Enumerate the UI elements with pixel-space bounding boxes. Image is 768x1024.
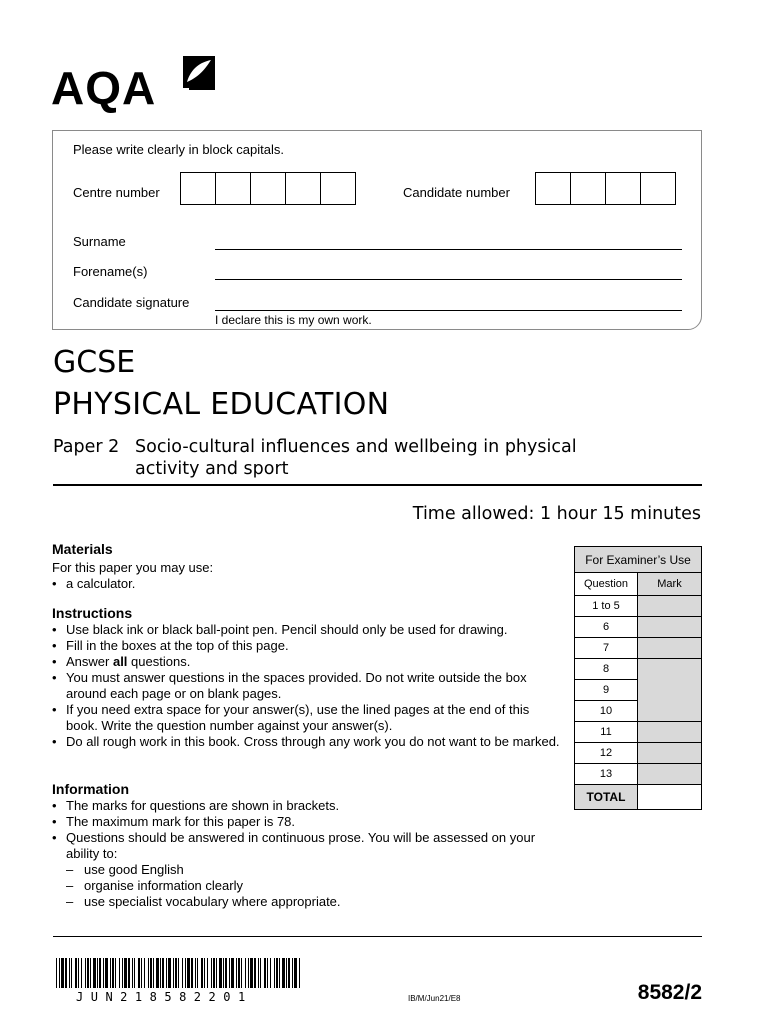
barcode-bar — [270, 958, 271, 988]
barcode-bar — [81, 958, 82, 988]
barcode-bar — [144, 958, 145, 988]
barcode-bar — [231, 958, 234, 988]
barcode-bar — [166, 958, 167, 988]
question-cell: 6 — [575, 617, 638, 638]
barcode-bar — [195, 958, 196, 988]
barcode-bar — [197, 958, 198, 988]
barcode-image — [56, 958, 300, 988]
answer-text-bold: all — [112, 654, 128, 669]
barcode-bar — [201, 958, 203, 988]
mark-cell — [638, 659, 702, 722]
footer-divider — [53, 936, 702, 937]
barcode-bar — [93, 958, 96, 988]
mark-cell — [638, 638, 702, 659]
qualification-title: GCSE — [53, 345, 136, 380]
barcode-bar — [141, 958, 142, 988]
barcode-bar — [185, 958, 186, 988]
instructions-heading: Instructions — [52, 605, 133, 621]
list-item: • You must answer questions in the spaces provided. Do not write outside the box around each page or on blank pages. — [52, 670, 562, 702]
examiner-use-table — [574, 546, 702, 810]
subject-title: PHYSICAL EDUCATION — [53, 387, 390, 422]
barcode-bar — [250, 958, 253, 988]
block-capitals-instruction: Please write clearly in block capitals. — [73, 142, 284, 157]
list-item: • Do all rough work in this book. Cross through any work you do not want to be marked. — [52, 734, 562, 750]
list-item: • Fill in the boxes at the top of this page. — [52, 638, 562, 654]
barcode-bar — [292, 958, 293, 988]
barcode-bar — [182, 958, 183, 988]
question-cell: 10 — [575, 701, 638, 722]
candidate-number-field[interactable] — [535, 172, 676, 205]
paper-code: 8582/2 — [637, 981, 702, 1004]
list-item: – use specialist vocabulary where appropriate. — [66, 894, 562, 910]
barcode-bar — [254, 958, 256, 988]
barcode-bar — [124, 958, 127, 988]
candidate-number-label: Candidate number — [403, 185, 510, 200]
barcode-bar — [173, 958, 174, 988]
barcode-bar — [264, 958, 266, 988]
barcode-bar — [162, 958, 164, 988]
list-item: – use good English — [66, 862, 562, 878]
mark-cell — [638, 596, 702, 617]
barcode-bar — [267, 958, 268, 988]
barcode-bar — [216, 958, 217, 988]
information-section — [52, 781, 562, 910]
paper-label: Paper 2 — [53, 437, 120, 457]
barcode-bar — [65, 958, 67, 988]
barcode-bar — [61, 958, 64, 988]
instructions-section — [52, 605, 562, 750]
materials-intro: For this paper you may use: — [52, 560, 214, 575]
question-cell: 7 — [575, 638, 638, 659]
assessment-criteria-list — [66, 862, 562, 910]
logo-text: AQA — [51, 62, 157, 114]
total-label: TOTAL — [575, 785, 638, 810]
candidate-number-digit[interactable] — [570, 172, 606, 205]
barcode-bar — [99, 958, 101, 988]
mark-cell — [638, 743, 702, 764]
barcode-bar — [248, 958, 249, 988]
candidate-number-digit[interactable] — [605, 172, 641, 205]
centre-number-digit[interactable] — [180, 172, 216, 205]
barcode-bar — [110, 958, 111, 988]
barcode-bar — [276, 958, 278, 988]
barcode-bar — [213, 958, 215, 988]
barcode-bar — [204, 958, 205, 988]
barcode-bar — [85, 958, 86, 988]
barcode-bar — [153, 958, 154, 988]
surname-label: Surname — [73, 234, 126, 249]
examiner-table-title: For Examiner’s Use — [575, 547, 702, 573]
barcode-bar — [229, 958, 230, 988]
question-column-header: Question — [575, 573, 638, 596]
barcode-bar — [112, 958, 114, 988]
barcode-bar — [219, 958, 222, 988]
barcode-bar — [115, 958, 116, 988]
candidate-number-digit[interactable] — [640, 172, 676, 205]
barcode-bar — [187, 958, 190, 988]
question-cell: 1 to 5 — [575, 596, 638, 617]
list-item: • The maximum mark for this paper is 78. — [52, 814, 562, 830]
answer-text-post: questions. — [127, 654, 191, 669]
list-item: • a calculator. — [52, 576, 552, 592]
barcode-bar — [178, 958, 179, 988]
barcode-bar — [160, 958, 161, 988]
centre-number-digit[interactable] — [320, 172, 356, 205]
barcode-bar — [245, 958, 246, 988]
barcode-bar — [279, 958, 280, 988]
time-allowed: Time allowed: 1 hour 15 minutes — [412, 504, 701, 524]
barcode-bar — [105, 958, 108, 988]
paper-title: Socio-cultural influences and wellbeing in physical activity and sport — [135, 437, 577, 479]
centre-number-digit[interactable] — [250, 172, 286, 205]
barcode-bar — [225, 958, 227, 988]
barcode-bar — [156, 958, 159, 988]
barcode-bar — [122, 958, 123, 988]
barcode-bar — [294, 958, 297, 988]
barcode-bar — [119, 958, 120, 988]
barcode-bar — [97, 958, 98, 988]
candidate-number-digit[interactable] — [535, 172, 571, 205]
barcode-bar — [69, 958, 70, 988]
list-item — [52, 654, 562, 670]
list-item: • Use black ink or black ball-point pen. Pencil should only be used for drawing. — [52, 622, 562, 638]
question-cell: 8 — [575, 659, 638, 680]
materials-section — [52, 541, 552, 592]
centre-number-label: Centre number — [73, 185, 160, 200]
list-item: – organise information clearly — [66, 878, 562, 894]
materials-heading: Materials — [52, 541, 113, 557]
signature-label: Candidate signature — [73, 295, 190, 310]
barcode-bar — [207, 958, 208, 988]
surname-field[interactable] — [215, 249, 682, 250]
barcode-bar — [138, 958, 140, 988]
instructions-list — [52, 622, 562, 750]
own-work-declaration: I declare this is my own work. — [215, 313, 372, 327]
header-divider — [53, 484, 702, 486]
barcode-bar — [288, 958, 290, 988]
candidate-details-box — [52, 130, 702, 330]
materials-list — [52, 576, 552, 592]
barcode-bar — [59, 958, 60, 988]
barcode-bar — [103, 958, 104, 988]
mark-cell — [638, 722, 702, 743]
barcode-bar — [71, 958, 72, 988]
barcode-bar — [286, 958, 287, 988]
list-item: • Questions should be answered in continuous prose. You will be assessed on your ability to: — [52, 830, 562, 862]
barcode-bar — [282, 958, 285, 988]
barcode-bar — [223, 958, 224, 988]
barcode-bar — [132, 958, 133, 988]
barcode-bar — [168, 958, 171, 988]
barcode-bar — [236, 958, 237, 988]
mark-cell — [638, 617, 702, 638]
barcode-bar — [258, 958, 259, 988]
question-cell: 11 — [575, 722, 638, 743]
barcode-bar — [128, 958, 130, 988]
information-list — [52, 798, 562, 862]
aqa-logo — [51, 56, 221, 112]
barcode-bar — [87, 958, 89, 988]
barcode-bar — [260, 958, 261, 988]
barcode-bar — [134, 958, 135, 988]
centre-number-digit[interactable] — [285, 172, 321, 205]
question-cell: 13 — [575, 764, 638, 785]
mark-column-header: Mark — [638, 573, 702, 596]
barcode-bar — [211, 958, 212, 988]
barcode-bar — [148, 958, 149, 988]
barcode-bar — [274, 958, 275, 988]
barcode-bar — [150, 958, 152, 988]
leaf-icon — [181, 56, 217, 90]
paper-reference: IB/M/Jun21/E8 — [408, 994, 461, 1003]
forename-field[interactable] — [215, 279, 682, 280]
mark-cell — [638, 764, 702, 785]
barcode-bar — [175, 958, 177, 988]
information-heading: Information — [52, 781, 129, 797]
barcode-bar — [75, 958, 77, 988]
barcode-bar — [238, 958, 240, 988]
total-mark-cell — [638, 785, 702, 810]
signature-field[interactable] — [215, 310, 682, 311]
question-cell: 9 — [575, 680, 638, 701]
barcode-bar — [299, 958, 300, 988]
barcode-bar — [78, 958, 79, 988]
centre-number-field[interactable] — [180, 172, 356, 205]
list-item: • If you need extra space for your answer(s), use the lined pages at the end of this book. Write the question number against your answer(s). — [52, 702, 562, 734]
barcode-number: JUN218582201 — [76, 990, 253, 1004]
barcode-bar — [56, 958, 57, 988]
barcode-bar — [241, 958, 242, 988]
barcode-bar — [191, 958, 193, 988]
forename-label: Forename(s) — [73, 264, 148, 279]
answer-text-pre: Answer — [66, 654, 113, 669]
list-item: • The marks for questions are shown in brackets. — [52, 798, 562, 814]
barcode-bar — [90, 958, 91, 988]
question-cell: 12 — [575, 743, 638, 764]
centre-number-digit[interactable] — [215, 172, 251, 205]
